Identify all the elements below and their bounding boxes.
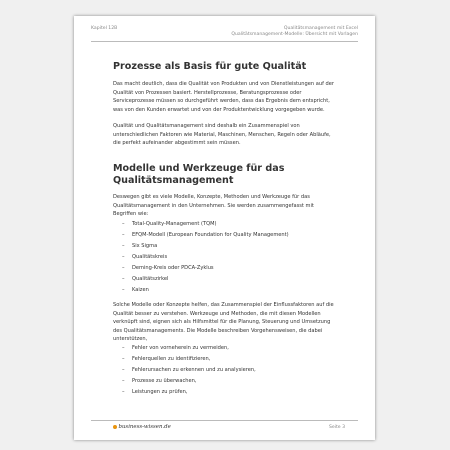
section1-paragraph-1: Das macht deutlich, dass die Qualität von Produkten und von Dienstleistungen auf der Qualität von Prozessen basiert. Herstellprozesse, Beratungsprozesse oder Serviceprozesse müssen so durchgeführt werden, dass das Ergebnis dem entspricht, was von den Kunden erwartet und von der Produktentwicklung vorgegeben wurde. <box>113 81 334 113</box>
dash-bullet-icon: – <box>122 287 125 293</box>
list-item: – Six Sigma <box>122 241 289 252</box>
section2-intro: Deswegen gibt es viele Modelle, Konzepte, Methoden und Werkzeuge für das Qualitätsmanagement in den Unternehmen. Sie werden zusammengefasst mit Begriffen wie: <box>113 194 314 217</box>
logo-text: business-wissen.de <box>118 424 171 430</box>
dash-bullet-icon: – <box>122 367 125 373</box>
section1-paragraph-2: Qualität und Qualitätsmanagement sind deshalb ein Zusammenspiel von unterschiedlichen Faktoren wie Material, Maschinen, Menschen, Regeln oder Abläufe, die perfekt aufeinander abgestimmt sein müssen. <box>113 123 331 146</box>
list-item: – Deming-Kreis oder PDCA-Zyklus <box>122 263 289 274</box>
list-item: – Total-Quality-Management (TQM) <box>122 219 289 230</box>
dash-bullet-icon: – <box>122 389 125 395</box>
list-item: – EFQM-Modell (European Foundation for Quality Management) <box>122 230 289 241</box>
dash-bullet-icon: – <box>122 232 125 238</box>
list-item: – Leistungen zu prüfen, <box>122 387 256 398</box>
dash-bullet-icon: – <box>122 345 125 351</box>
header-titles <box>231 26 358 38</box>
list-item: – Kaizen <box>122 285 289 296</box>
dash-bullet-icon: – <box>122 276 125 282</box>
list-item: – Fehlerquellen zu identifizieren, <box>122 354 256 365</box>
purpose-list <box>122 343 256 398</box>
list-item: – Prozesse zu überwachen, <box>122 376 256 387</box>
list-item: – Fehler von vorneherein zu vermeiden, <box>122 343 256 354</box>
dash-bullet-icon: – <box>122 243 125 249</box>
list-item: – Qualitätszirkel <box>122 274 289 285</box>
dash-bullet-icon: – <box>122 265 125 271</box>
logo-dot-icon <box>113 425 117 429</box>
page-number: Seite 3 <box>328 425 345 430</box>
dash-bullet-icon: – <box>122 356 125 362</box>
header-subtitle: Qualitätsmanagement-Modelle: Übersicht mit Vorlagen <box>231 32 358 37</box>
section2-paragraph-2: Solche Modelle oder Konzepte helfen, das Zusammenspiel der Einflussfaktoren auf die Qualität besser zu verstehen. Werkzeuge und Methoden, die mit diesen Modellen verknüpft sind, eignen sich als Hilfsmittel für die Planung, Steuerung und Umsetzung des Qualitätsmanagements. Die Modelle beschreiben Vorgehensweisen, die dabei unterstützen, <box>113 302 334 342</box>
header-divider <box>91 41 358 42</box>
header-chapter: Kapitel 12B <box>91 26 118 31</box>
header-title: Qualitätsmanagement mit Excel <box>283 26 358 31</box>
document-page <box>74 16 375 440</box>
dash-bullet-icon: – <box>122 221 125 227</box>
list-item: – Fehlerursachen zu erkennen und zu analysieren, <box>122 365 256 376</box>
dash-bullet-icon: – <box>122 254 125 260</box>
section2-heading: Modelle und Werkzeuge für das Qualitätsmanagement <box>113 163 285 186</box>
dash-bullet-icon: – <box>122 378 125 384</box>
list-item: – Qualitätskreis <box>122 252 289 263</box>
model-list <box>122 219 289 296</box>
business-wissen-logo <box>113 424 171 430</box>
section1-heading: Prozesse als Basis für gute Qualität <box>113 61 307 72</box>
footer-divider <box>91 420 358 421</box>
